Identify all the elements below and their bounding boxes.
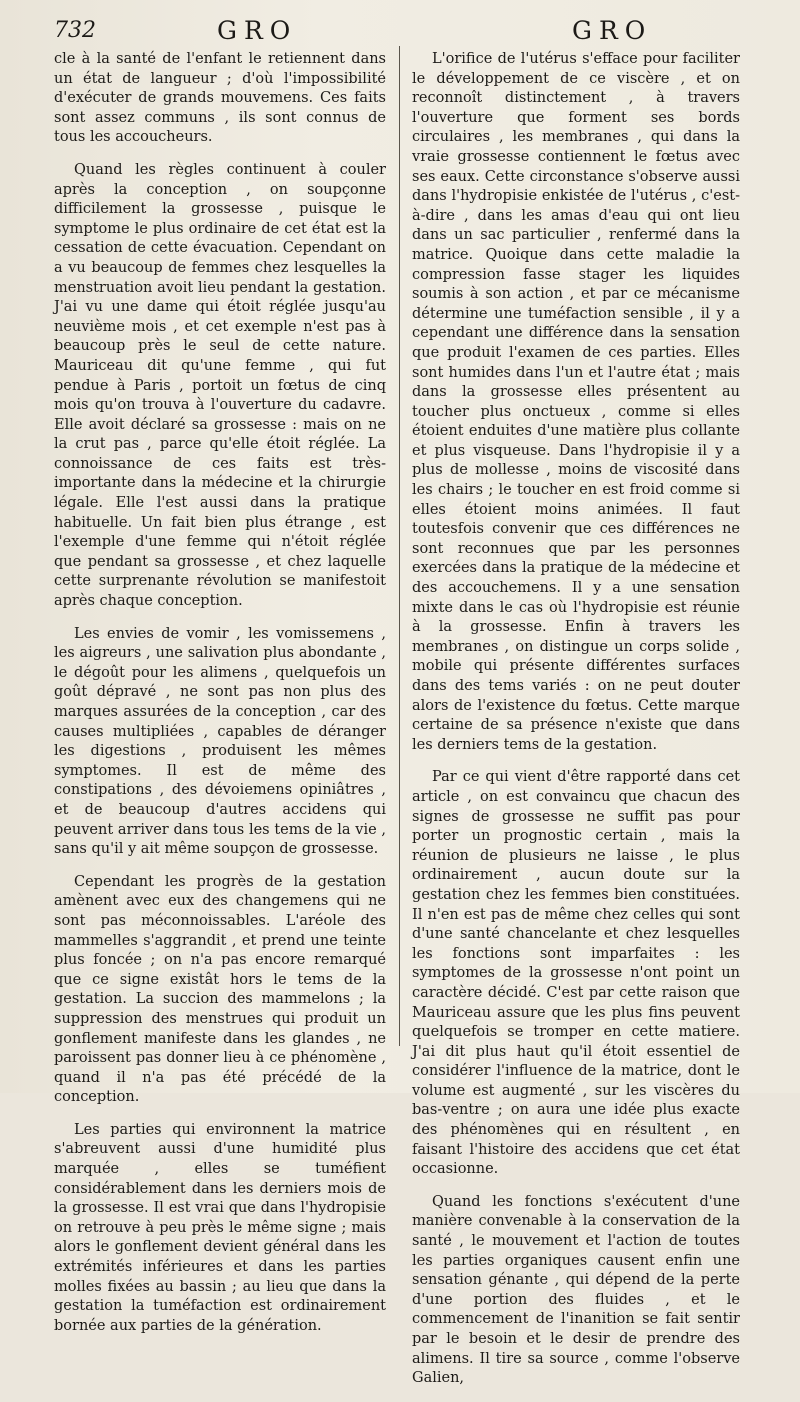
running-head-left: GRO: [217, 16, 298, 45]
paragraph: Par ce qui vient d'être rapporté dans cet article , on est convaincu que chacun des signes de grossesse ne suffit pas pour porter un prognostic certain , mais la réunion de plusieurs ne laisse , le plus ordinairement , aucun doute sur la gestation chez les femmes bien constituées. Il n'en est pas de même chez celles qui sont d'une santé chancelante et chez lesquelles les fonctions sont imparfaites : les symptomes de la grossesse n'ont point un caractère décidé. C'est par cette raison que Mauriceau assure que les plus fins peuvent quelquefois se tromper en cette matiere. J'ai dit plus haut qu'il étoit essentiel de considérer l'influence de la matrice, dont le volume est augmenté , sur les viscères du bas-ventre ; on aura une idée plus exacte des phénomènes qui en résultent , en faisant l'histoire des accidens que cet état occasionne.: [412, 769, 740, 1178]
running-head-right: GRO: [572, 16, 653, 45]
page-number: 732: [54, 18, 96, 43]
right-column: [412, 50, 740, 1402]
paragraph: L'orifice de l'utérus s'efface pour faciliter le développement de ce viscère , et on reconnoît distinctement , à travers l'ouverture que forment ses bords circulaires , les membranes , qui dans la vraie grossesse contiennent le fœtus avec ses eaux. Cette circonstance s'observe aussi dans l'hydropisie enkistée de l'utérus , c'est-à-dire , dans les amas d'eau qui ont lieu dans un sac particulier , renfermé dans la matrice. Quoique dans cette maladie la compression fasse stager les liquides soumis à son action , et par ce mécanisme détermine une tuméfaction sensible , il y a cependant une différence dans la sensation que produit l'examen de ces parties. Elles sont humides dans l'un et l'autre état ; mais dans la grossesse elles présentent au toucher plus onctueux , comme si elles étoient enduites d'une matière plus collante et plus visqueuse. Dans l'hydropisie il y a plus de mollesse , moins de viscosité dans les chairs ; le toucher en est froid comme si elles étoient moins animées. Il faut toutesfois convenir que ces différences ne sont reconnues que par les personnes exercées dans la pratique de la médecine et des accouchemens. Il y a une sensation mixte dans le cas où l'hydropisie est réunie à la grossesse. Enfin à travers les membranes , on distingue un corps solide , mobile qui présente différentes surfaces dans des tems variés : on ne peut douter alors de l'existence du fœtus. Cette marque certaine de sa présence n'existe que dans les derniers tems de la gestation.: [412, 51, 740, 753]
page-header: [0, 14, 800, 48]
paragraph: Les envies de vomir , les vomissemens , les aigreurs , une salivation plus abondante , le dégoût pour les alimens , quelquefois un goût dépravé , ne sont pas non plus des marques assurées de la conception , car des causes multipliées , capables de déranger les digestions , produisent les mêmes symptomes. Il est de même des constipations , des dévoiemens opiniâtres , et de beaucoup d'autres accidens qui peuvent arriver dans tous les tems de la vie , sans qu'il y ait même soupçon de grossesse.: [54, 625, 386, 858]
column-divider: [399, 46, 400, 1046]
paragraph: Quand les règles continuent à couler après la conception , on soupçonne difficilement la grossesse , puisque le symptome le plus ordinaire de cet état est la cessation de cette évacuation. Cependant on a vu beaucoup de femmes chez lesquelles la menstruation avoit lieu pendant la gestation. J'ai vu une dame qui étoit réglée jusqu'au neuvième mois , et cet exemple n'est pas à beaucoup près le seul de cette nature. Mauriceau dit qu'une femme , qui fut pendue à Paris , portoit un fœtus de cinq mois qu'on trouva à l'ouverture du cadavre. Elle avoit déclaré sa grossesse : mais on ne la crut pas , parce qu'elle étoit réglée. La connoissance de ces faits est très-importante dans la médecine et la chirurgie légale. Elle l'est aussi dans la pratique habituelle. Un fait bien plus étrange , est l'exemple d'une femme qui n'étoit réglée que pendant sa grossesse , et chez laquelle cette surprenante révolution se manifestoit après chaque conception.: [54, 161, 386, 610]
left-column: [54, 50, 386, 1349]
paragraph: Quand les fonctions s'exécutent d'une manière convenable à la conservation de la santé , le mouvement et l'action de toutes les parties organiques causent enfin une sensation génante , qui dépend de la perte d'une portion des fluides , et le commencement de l'inanition se fait sentir par le besoin et le desir de prendre des alimens. Il tire sa source , comme l'observe Galien,: [412, 1193, 740, 1387]
paragraph: cle à la santé de l'enfant le retiennent dans un état de langueur ; d'où l'impossibilité d'exécuter de grands mouvemens. Ces faits sont assez communs , ils sont connus de tous les accoucheurs.: [54, 51, 386, 146]
paragraph: Cependant les progrès de la gestation amènent avec eux des changemens qui ne sont pas méconnoissables. L'aréole des mammelles s'aggrandit , et prend une teinte plus foncée ; on n'a pas encore remarqué que ce signe existât hors le tems de la gestation. La succion des mammelons ; la suppression des menstrues qui produit un gonflement manifeste dans les glandes , ne paroissent pas donner lieu à ce phénomène , quand il n'a pas été précédé de la conception.: [54, 873, 386, 1106]
paragraph: Les parties qui environnent la matrice s'abreuvent aussi d'une humidité plus marquée , elles se tuméfient considérablement dans les derniers mois de la grossesse. Il est vrai que dans l'hydropisie on retrouve à peu près le même signe ; mais alors le gonflement devient général dans les extrémités inférieures et dans les parties molles fixées au bassin ; au lieu que dans la gestation la tuméfaction est ordinairement bornée aux parties de la génération.: [54, 1121, 386, 1334]
